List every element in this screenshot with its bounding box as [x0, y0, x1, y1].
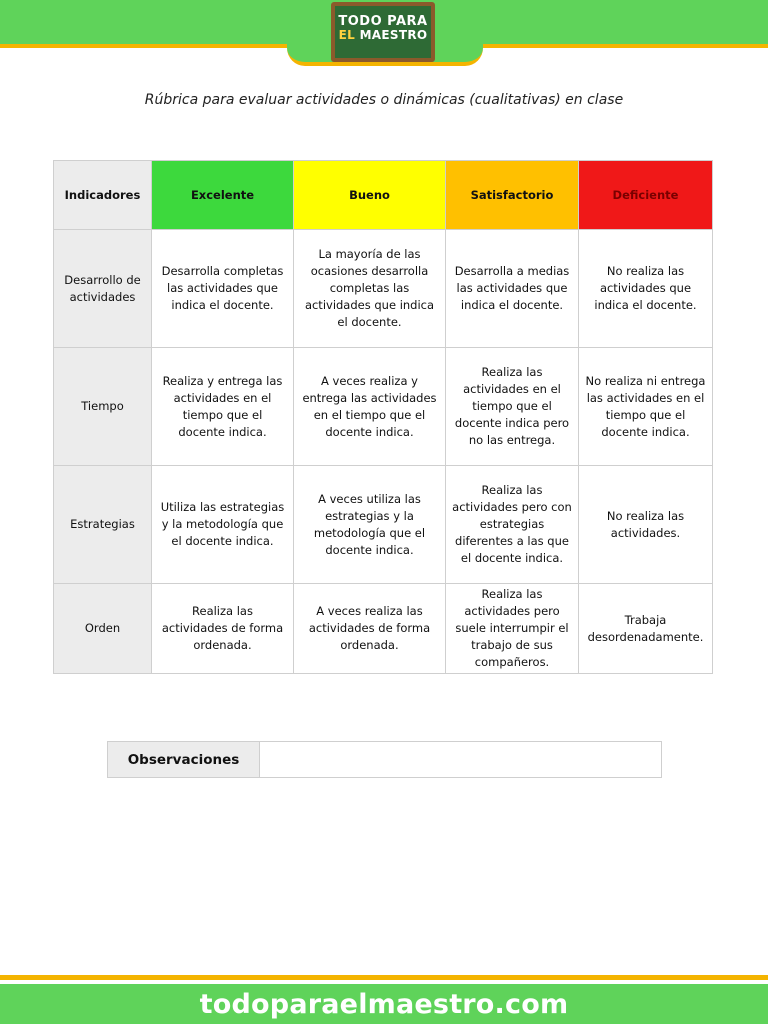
criterio-deficiente: No realiza las actividades que indica el docente.: [579, 230, 713, 348]
indicador-cell: Orden: [54, 584, 152, 674]
footer-url-link[interactable]: todoparaelmaestro.com: [199, 988, 569, 1020]
logo-line2-b: MAESTRO: [359, 28, 428, 42]
criterio-satisfactorio: Realiza las actividades pero suele interrumpir el trabajo de sus compañeros.: [446, 584, 579, 674]
rubric-row-estrategias: [54, 466, 713, 584]
criterio-deficiente: Trabaja desordenadamente.: [579, 584, 713, 674]
rubric-table: [53, 160, 713, 674]
rubric-row-tiempo: [54, 348, 713, 466]
logo-line1: TODO PARA: [338, 14, 428, 29]
rubric-row-orden: [54, 584, 713, 674]
criterio-deficiente: No realiza las actividades.: [579, 466, 713, 584]
brand-logo[interactable]: [331, 2, 435, 62]
criterio-excelente: Realiza las actividades de forma ordenada.: [152, 584, 294, 674]
rubric-row-desarrollo: [54, 230, 713, 348]
observaciones-field[interactable]: [260, 742, 661, 777]
criterio-bueno: A veces utiliza las estrategias y la metodología que el docente indica.: [294, 466, 446, 584]
indicador-cell: Desarrollo de actividades: [54, 230, 152, 348]
rubric-header-row: [54, 161, 713, 230]
document-title: Rúbrica para evaluar actividades o dinámicas (cualitativas) en clase: [144, 92, 624, 108]
logo-line2-a: EL: [338, 28, 356, 42]
header-satisfactorio: Satisfactorio: [446, 161, 579, 230]
criterio-deficiente: No realiza ni entrega las actividades en el tiempo que el docente indica.: [579, 348, 713, 466]
criterio-satisfactorio: Realiza las actividades en el tiempo que el docente indica pero no las entrega.: [446, 348, 579, 466]
header-deficiente: Deficiente: [579, 161, 713, 230]
logo-line2: [335, 29, 431, 42]
criterio-bueno: La mayoría de las ocasiones desarrolla completas las actividades que indica el docente.: [294, 230, 446, 348]
criterio-excelente: Realiza y entrega las actividades en el tiempo que el docente indica.: [152, 348, 294, 466]
criterio-excelente: Desarrolla completas las actividades que indica el docente.: [152, 230, 294, 348]
criterio-satisfactorio: Realiza las actividades pero con estrategias diferentes a las que el docente indica.: [446, 466, 579, 584]
criterio-bueno: A veces realiza las actividades de forma ordenada.: [294, 584, 446, 674]
observaciones-label: Observaciones: [108, 742, 260, 777]
footer-divider: [0, 975, 768, 980]
criterio-excelente: Utiliza las estrategias y la metodología que el docente indica.: [152, 466, 294, 584]
indicador-cell: Estrategias: [54, 466, 152, 584]
footer-band: [0, 984, 768, 1024]
header-indicadores: Indicadores: [54, 161, 152, 230]
criterio-bueno: A veces realiza y entrega las actividades en el tiempo que el docente indica.: [294, 348, 446, 466]
indicador-cell: Tiempo: [54, 348, 152, 466]
header-bueno: Bueno: [294, 161, 446, 230]
header-excelente: Excelente: [152, 161, 294, 230]
criterio-satisfactorio: Desarrolla a medias las actividades que indica el docente.: [446, 230, 579, 348]
observaciones-box: [107, 741, 662, 778]
